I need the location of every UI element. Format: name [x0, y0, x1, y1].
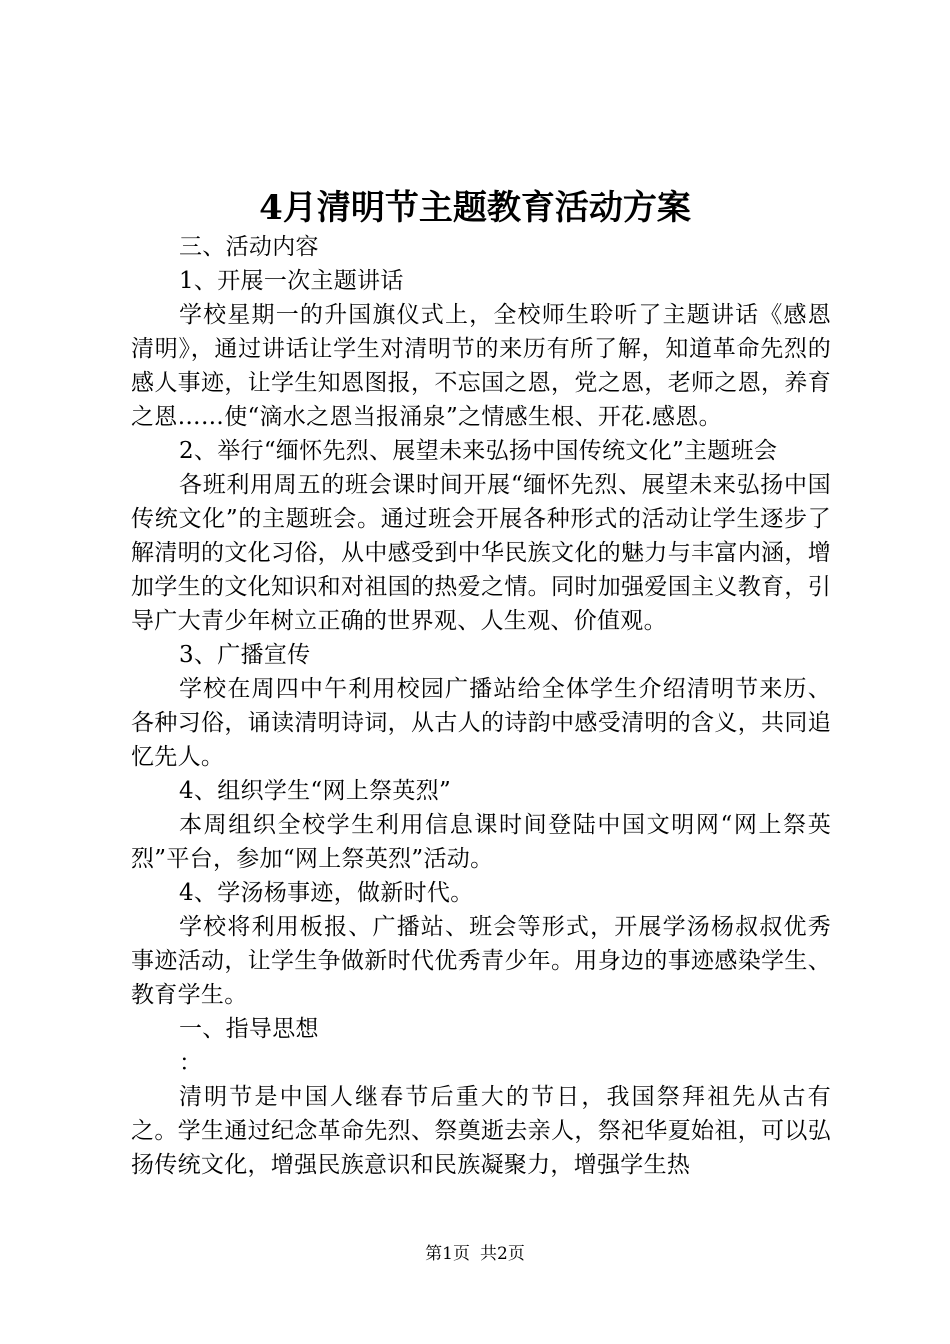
document-body [131, 230, 831, 1182]
paragraph: 清明节是中国人继春节后重大的节日，我国祭拜祖先从古有之。学生通过纪念革命先烈、祭奠逝去亲人，祭祀华夏始祖，可以弘扬传统文化，增强民族意识和民族凝聚力，增强学生热 [131, 1084, 831, 1178]
item-heading-4b: 4、学汤杨事迹，做新时代。 [179, 880, 474, 906]
paragraph: 学校星期一的升国旗仪式上，全校师生聆听了主题讲话《感恩清明》，通过讲话让学生对清明节的来历有所了解，知道革命先烈的感人事迹，让学生知恩图报，不忘国之恩，党之恩，老师之恩，养育之恩……使“滴水之恩当报涌泉”之情感生根、开花.感恩。 [131, 302, 831, 430]
document-title: 4月清明节主题教育活动方案 [259, 188, 691, 228]
section-heading-activity-content: 三、活动内容 [179, 234, 319, 260]
section-heading-guiding-thought: 一、指导思想 [179, 1016, 319, 1042]
item-heading-1: 1、开展一次主题讲话 [179, 268, 404, 294]
colon-line: ： [179, 1050, 203, 1076]
item-heading-2: 2、举行“缅怀先烈、展望未来弘扬中国传统文化”主题班会 [179, 438, 778, 464]
paragraph: 各班利用周五的班会课时间开展“缅怀先烈、展望未来弘扬中国传统文化”的主题班会。通过班会开展各种形式的活动让学生逐步了解清明的文化习俗，从中感受到中华民族文化的魅力与丰富内涵，增加学生的文化知识和对祖国的热爱之情。同时加强爱国主义教育，引导广大青少年树立正确的世界观、人生观、价值观。 [131, 472, 831, 634]
paragraph: 本周组织全校学生利用信息课时间登陆中国文明网“网上祭英烈”平台，参加“网上祭英烈”活动。 [131, 812, 831, 872]
paragraph: 学校将利用板报、广播站、班会等形式，开展学汤杨叔叔优秀事迹活动，让学生争做新时代优秀青少年。用身边的事迹感染学生、教育学生。 [131, 914, 831, 1008]
item-heading-4: 4、组织学生“网上祭英烈” [179, 778, 452, 804]
page-footer [0, 1242, 950, 1266]
page-number: 第1页 [425, 1244, 470, 1264]
paragraph: 学校在周四中午利用校园广播站给全体学生介绍清明节来历、各种习俗，诵读清明诗词，从古人的诗韵中感受清明的含义，共同追忆先人。 [131, 676, 831, 770]
item-heading-3: 3、广播宣传 [179, 642, 311, 668]
page-total: 共2页 [480, 1244, 525, 1264]
